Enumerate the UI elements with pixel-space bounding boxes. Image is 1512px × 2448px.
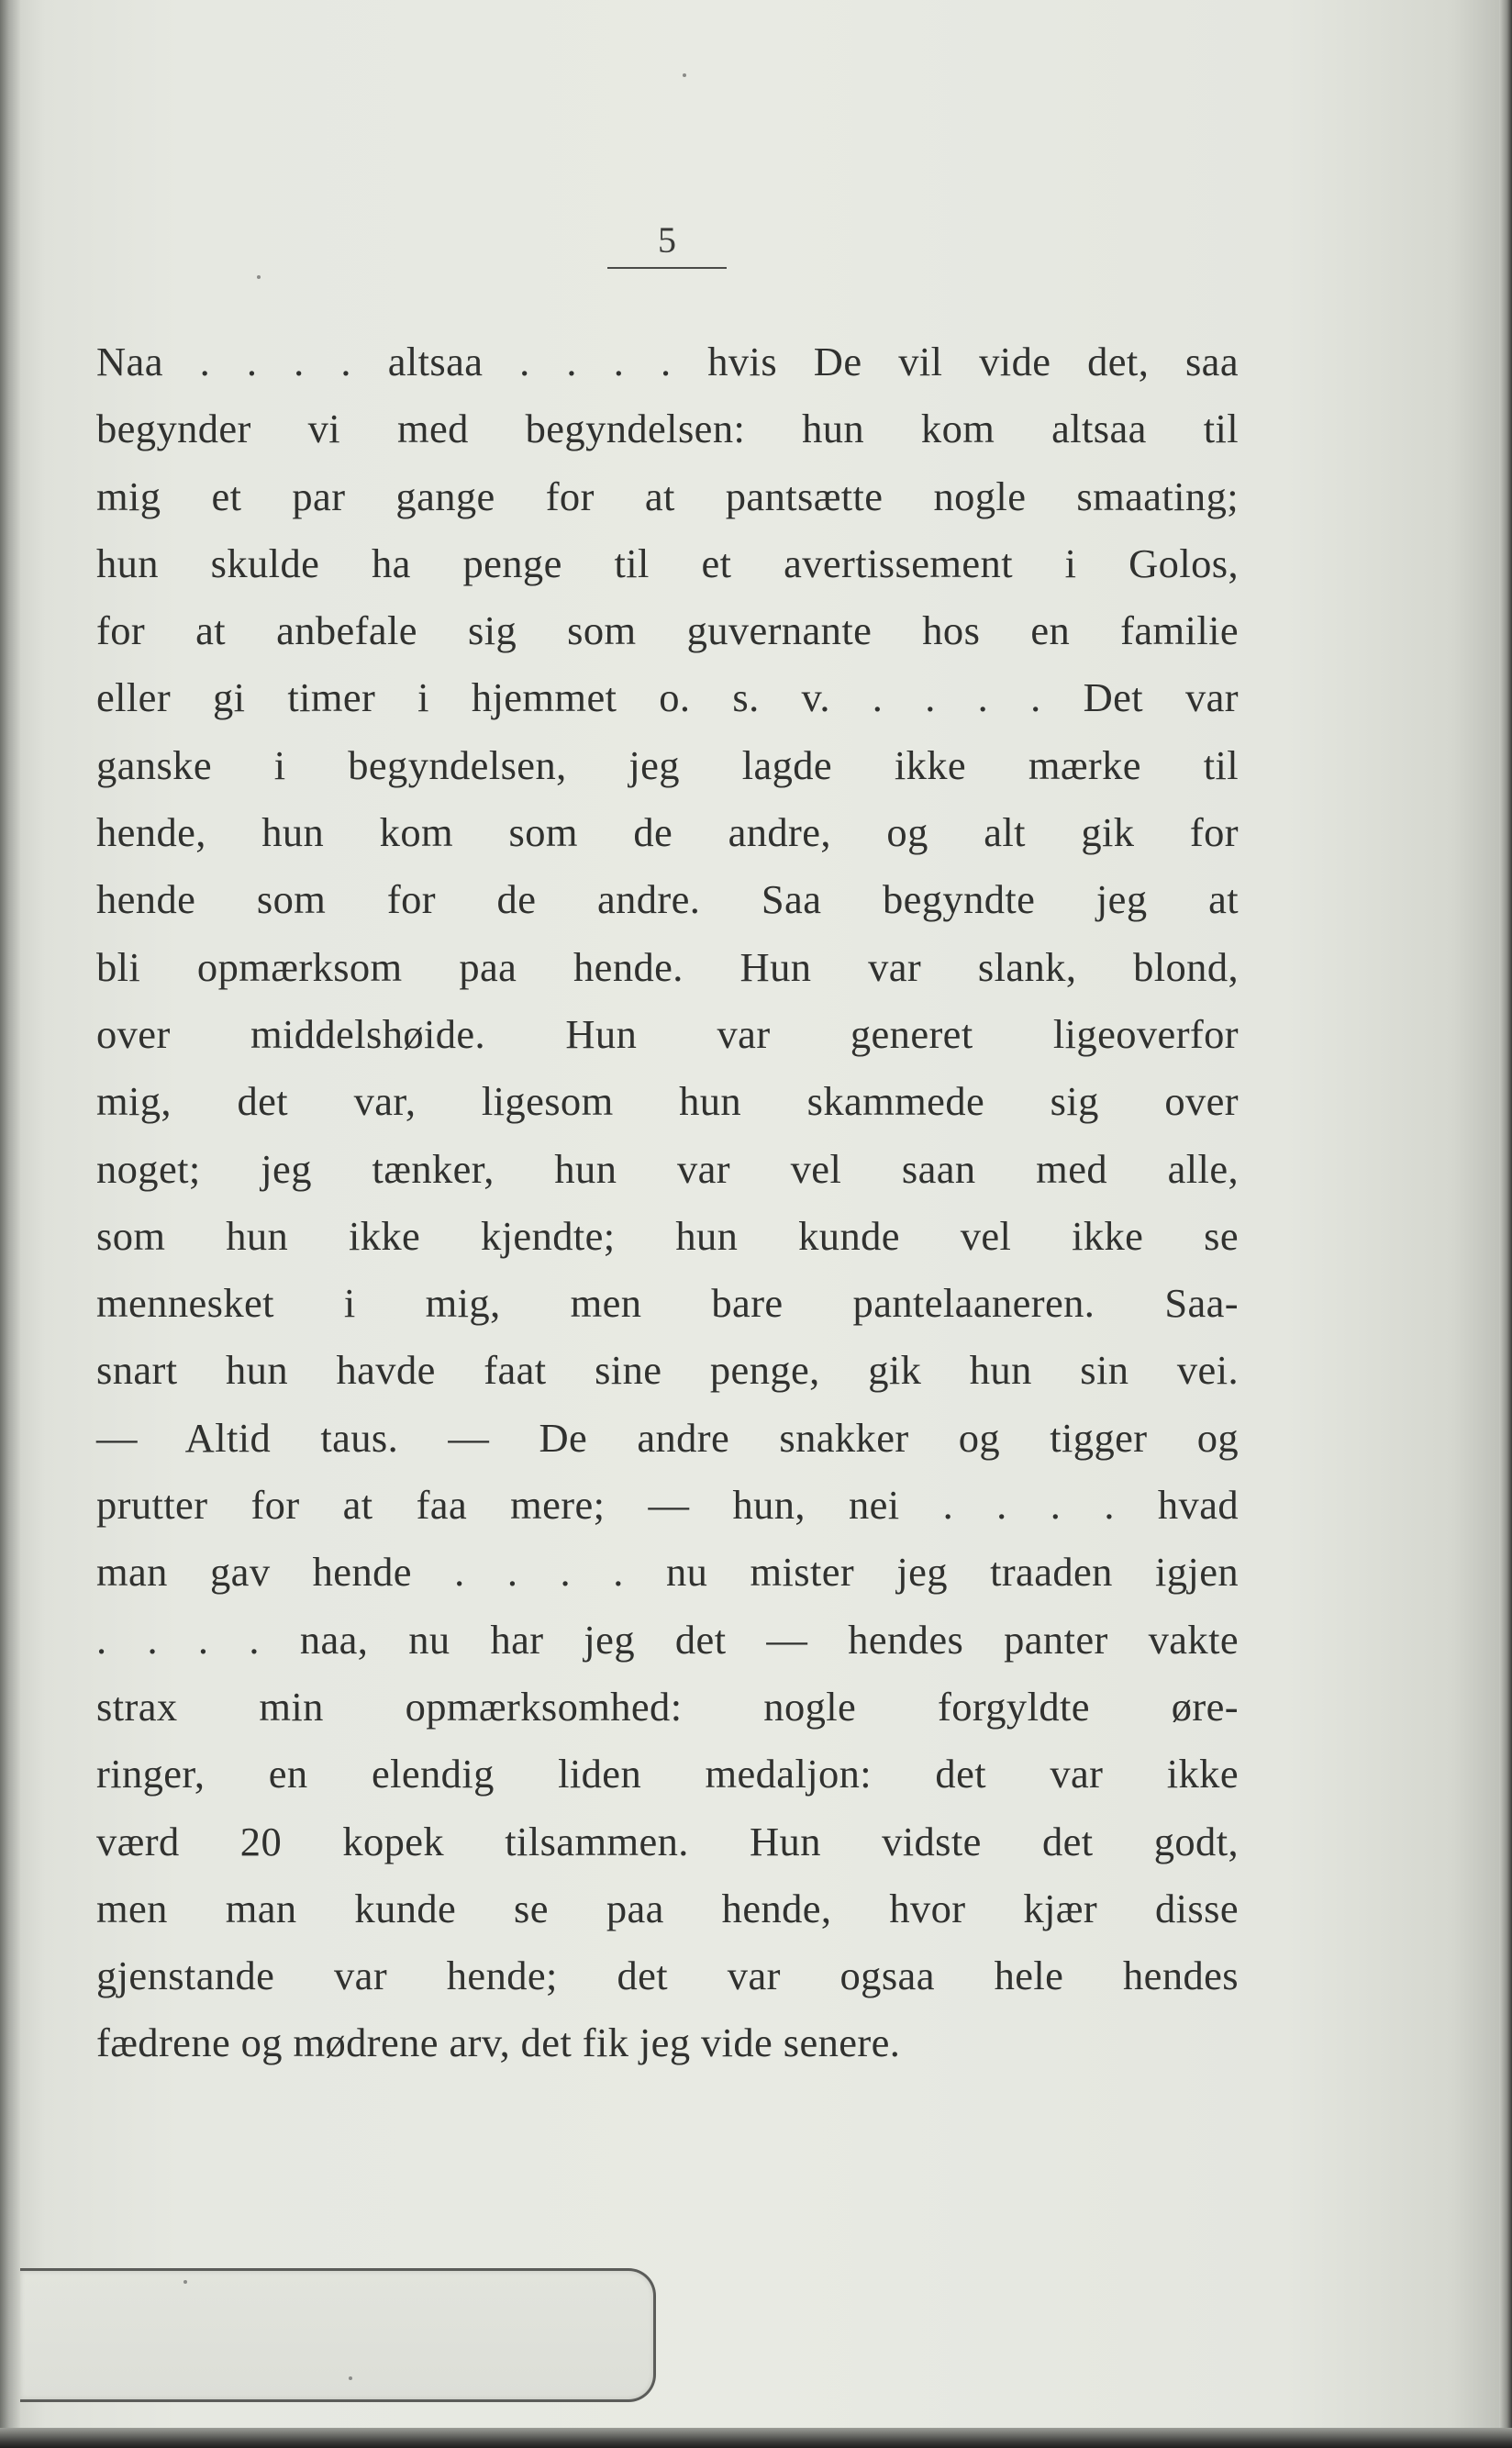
- page-number: 5: [607, 218, 727, 269]
- text-line: . . . . naa, nu har jeg det — hendes panter vakte: [96, 1616, 1239, 1663]
- text-line: begynder vi med begyndelsen: hun kom altsaa til: [96, 406, 1239, 452]
- text-line: bli opmærksom paa hende. Hun var slank, blond,: [96, 943, 1239, 990]
- text-line: strax min opmærksomhed: nogle forgyldte øre-: [96, 1683, 1239, 1730]
- paper-speck: [683, 73, 686, 77]
- page-bottom-edge: [0, 2428, 1512, 2448]
- text-line: ringer, en elendig liden medaljon: det var ikke: [96, 1751, 1239, 1797]
- text-line: man gav hende . . . . nu mister jeg traaden igjen: [96, 1549, 1239, 1596]
- text-line: hende som for de andre. Saa begyndte jeg at: [96, 876, 1239, 923]
- paper-speck: [349, 2376, 352, 2380]
- paper-speck: [183, 2280, 187, 2284]
- text-line: prutter for at faa mere; — hun, nei . . . . hvad: [96, 1482, 1239, 1529]
- text-line: mennesket i mig, men bare pantelaaneren. Saa-: [96, 1280, 1239, 1327]
- text-line: eller gi timer i hjemmet o. s. v. . . . . Det var: [96, 674, 1239, 721]
- library-label-outline: [20, 2268, 656, 2402]
- paper-speck: [257, 275, 261, 279]
- text-line: men man kunde se paa hende, hvor kjær disse: [96, 1885, 1239, 1931]
- text-line: over middelshøide. Hun var generet ligeoverfor: [96, 1010, 1239, 1057]
- text-line: hun skulde ha penge til et avertissement i Golos,: [96, 540, 1239, 586]
- text-line: ganske i begyndelsen, jeg lagde ikke mærke til: [96, 741, 1239, 788]
- page-right-edge: [1499, 0, 1512, 2448]
- text-line: Naa . . . . altsaa . . . . hvis De vil vide det, saa: [96, 339, 1239, 384]
- text-line: snart hun havde faat sine penge, gik hun sin vei.: [96, 1347, 1239, 1394]
- page-left-edge: [0, 0, 20, 2448]
- text-line: som hun ikke kjendte; hun kunde vel ikke se: [96, 1212, 1239, 1259]
- text-line: noget; jeg tænker, hun var vel saan med alle,: [96, 1145, 1239, 1192]
- text-line: mig, det var, ligesom hun skammede sig over: [96, 1078, 1239, 1125]
- text-line: fædrene og mødrene arv, det fik jeg vide senere.: [96, 2020, 901, 2066]
- body-text: [96, 328, 1239, 2077]
- text-line: mig et par gange for at pantsætte nogle smaating;: [96, 473, 1239, 519]
- text-line: gjenstande var hende; det var ogsaa hele hendes: [96, 1953, 1239, 1999]
- text-line: — Altid taus. — De andre snakker og tigger og: [96, 1414, 1239, 1461]
- text-line: værd 20 kopek tilsammen. Hun vidste det godt,: [96, 1818, 1239, 1864]
- text-line: for at anbefale sig som guvernante hos en familie: [96, 607, 1239, 654]
- text-line: hende, hun kom som de andre, og alt gik for: [96, 809, 1239, 856]
